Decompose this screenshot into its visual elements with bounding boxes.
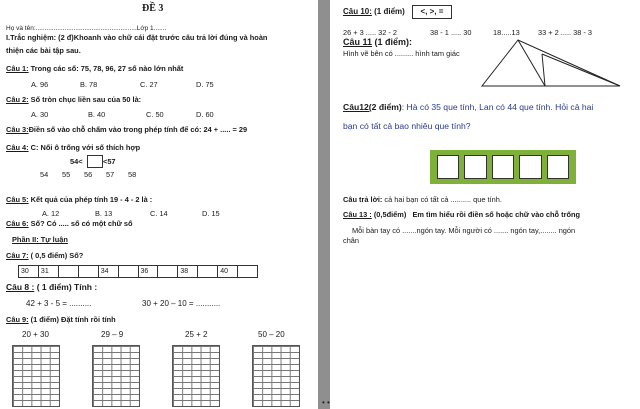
q9-expression-4: 50 – 20 xyxy=(258,330,285,339)
left-page xyxy=(0,0,318,409)
answer-box[interactable] xyxy=(437,155,459,179)
q10-item-3: 18.....13 xyxy=(493,28,520,37)
q5-option-c[interactable]: C. 14 xyxy=(150,209,168,218)
answer-line xyxy=(343,195,502,204)
q9-label: Câu 9: xyxy=(6,315,29,324)
q7-cell-blank[interactable] xyxy=(158,266,178,277)
q11 xyxy=(343,38,412,47)
q1-text: Trong các số: 75, 78, 96, 27 số nào lớn nhất xyxy=(30,64,184,73)
q12-points: 2 điểm) xyxy=(371,102,402,112)
q13-points: (0,5điểm) xyxy=(373,210,407,219)
q8-text: ( 1 điểm) Tính : xyxy=(36,282,98,292)
q5-option-d[interactable]: D. 15 xyxy=(202,209,220,218)
answer-box[interactable] xyxy=(464,155,486,179)
right-page xyxy=(330,0,640,409)
q7 xyxy=(6,251,83,260)
part2-heading: Phần II: Tự luận xyxy=(12,235,68,244)
q8 xyxy=(6,283,97,292)
q11-label: Câu 11 xyxy=(343,37,373,47)
q11-body: Hình vẽ bên có ......... hình tam giác xyxy=(343,49,460,58)
q3 xyxy=(6,125,247,134)
triangle-segment xyxy=(542,54,620,86)
q7-cell: 40 xyxy=(218,266,238,277)
q4-label: Câu 4: xyxy=(6,143,29,152)
answer-label: Câu trả lời: xyxy=(343,195,383,204)
q5-option-a[interactable]: A. 12 xyxy=(42,209,60,218)
q12 xyxy=(343,102,593,112)
q2-option-b[interactable]: B. 40 xyxy=(88,110,106,119)
q13-body-2: chân xyxy=(343,236,360,245)
q9-work-grid-4[interactable] xyxy=(252,345,300,407)
q5-text: Kết quả của phép tính 19 - 4 - 2 là : xyxy=(30,195,153,204)
q1 xyxy=(6,64,183,73)
q12-text-2: bạn có tất cả bao nhiêu que tính? xyxy=(343,121,471,131)
q1-option-a[interactable]: A. 96 xyxy=(31,80,49,89)
q7-cell: 38 xyxy=(178,266,198,277)
q5-label: Câu 5: xyxy=(6,195,29,204)
q7-cell: 34 xyxy=(99,266,119,277)
q10-item-2: 38 - 1 ..... 30 xyxy=(430,28,472,37)
q5-option-b[interactable]: B. 13 xyxy=(95,209,113,218)
q9-expression-1: 20 + 30 xyxy=(22,330,49,339)
q9-expression-3: 25 + 2 xyxy=(185,330,208,339)
part1-heading-2: thiện các bài tập sau. xyxy=(6,46,81,55)
q8-expression-2: 30 + 20 – 10 = ........... xyxy=(142,299,221,308)
q2-option-a[interactable]: A. 30 xyxy=(31,110,49,119)
answer-box[interactable] xyxy=(519,155,541,179)
q10-symbols-box: <, >, = xyxy=(412,5,452,19)
q4-number-54[interactable]: 54 xyxy=(40,170,49,179)
answer-box[interactable] xyxy=(492,155,514,179)
q4-left: 54< xyxy=(70,157,83,166)
q7-cell-blank[interactable] xyxy=(119,266,139,277)
q4-number-55[interactable]: 55 xyxy=(62,170,71,179)
q2-label: Câu 2: xyxy=(6,95,29,104)
q1-option-c[interactable]: C. 27 xyxy=(140,80,158,89)
q10 xyxy=(343,7,405,16)
q1-label: Câu 1: xyxy=(6,64,29,73)
q10-item-1: 26 + 3 ..... 32 - 2 xyxy=(343,28,398,37)
q5 xyxy=(6,195,152,204)
q7-cell: 30 xyxy=(19,266,39,277)
q7-label: Câu 7: xyxy=(6,251,29,260)
q4-text: C: Nối ô trống với số thích hợp xyxy=(30,143,141,152)
q2-option-d[interactable]: D. 60 xyxy=(196,110,214,119)
q2-option-c[interactable]: C. 50 xyxy=(146,110,164,119)
q6-label: Câu 6: xyxy=(6,219,29,228)
q11-text: (1 điểm): xyxy=(374,37,413,47)
q9-work-grid-2[interactable] xyxy=(92,345,140,407)
q7-cell-blank[interactable] xyxy=(59,266,79,277)
q4-right: <57 xyxy=(103,157,116,166)
q10-item-4: 33 + 2 ..... 38 - 3 xyxy=(538,28,593,37)
q6-text: Số? Có ..... số có một chữ số xyxy=(30,219,133,228)
q2-text: Số tròn chục liền sau của 50 là: xyxy=(30,95,142,104)
triangle-figure xyxy=(470,36,626,90)
q1-option-d[interactable]: D. 75 xyxy=(196,80,214,89)
q4 xyxy=(6,143,140,152)
q12-label: Câu12( xyxy=(343,102,372,112)
q9 xyxy=(6,315,116,324)
q1-option-b[interactable]: B. 78 xyxy=(80,80,98,89)
q2 xyxy=(6,95,141,104)
answer-text: cả hai bạn có tất cả .......... que tính. xyxy=(384,195,502,204)
answer-box[interactable] xyxy=(547,155,569,179)
q7-cell: 31 xyxy=(39,266,59,277)
q7-number-strip xyxy=(18,265,258,278)
page-gap-marker: • • xyxy=(322,398,330,407)
name-line: Họ và tên:........................................................Lớp 1....... xyxy=(6,25,167,32)
q7-cell-blank[interactable] xyxy=(198,266,218,277)
answer-box-frame xyxy=(430,150,576,184)
q13-label: Câu 13 : xyxy=(343,210,372,219)
q3-text: Điền số vào chỗ chấm vào trong phép tính để có: 24 + ..... = 29 xyxy=(28,125,248,134)
part1-heading: I.Trắc nghiệm: (2 đ)Khoanh vào chữ cái đặt trước câu trả lời đúng và hoàn xyxy=(6,33,268,42)
q10-text: (1 điểm) xyxy=(374,7,405,16)
q4-number-57[interactable]: 57 xyxy=(106,170,115,179)
q9-text: (1 điểm) Đặt tính rồi tính xyxy=(30,315,116,324)
q7-cell-blank[interactable] xyxy=(238,266,257,277)
q9-work-grid-3[interactable] xyxy=(172,345,220,407)
q13 xyxy=(343,210,580,219)
q4-blank-box[interactable] xyxy=(87,155,103,168)
triangle-divider xyxy=(518,40,545,86)
q13-text: Em tìm hiểu rồi điền số hoặc chữ vào chỗ trống xyxy=(412,210,581,219)
q4-number-58[interactable]: 58 xyxy=(128,170,137,179)
q10-label: Câu 10: xyxy=(343,7,372,16)
q7-text: ( 0,5 điểm) Số? xyxy=(30,251,84,260)
triangle-outline xyxy=(482,40,620,86)
q13-body: Mỗi bàn tay có .......ngón tay. Mỗi người có ....... ngón tay,........ ngón xyxy=(352,226,576,235)
q3-label: Câu 3: xyxy=(6,125,29,134)
page-separator xyxy=(318,0,330,409)
q4-number-56[interactable]: 56 xyxy=(84,170,93,179)
q9-work-grid-1[interactable] xyxy=(12,345,60,407)
exam-title: ĐỀ 3 xyxy=(142,3,164,14)
q8-expression-1: 42 + 3 - 5 = .......... xyxy=(26,299,92,308)
q7-cell-blank[interactable] xyxy=(79,266,99,277)
q8-label: Câu 8 : xyxy=(6,282,35,292)
q9-expression-2: 29 – 9 xyxy=(101,330,124,339)
q7-cell: 36 xyxy=(139,266,159,277)
q12-text: : Hà có 35 que tính, Lan có 44 que tính. Hỏi cả hai xyxy=(401,102,594,112)
q6 xyxy=(6,219,133,228)
